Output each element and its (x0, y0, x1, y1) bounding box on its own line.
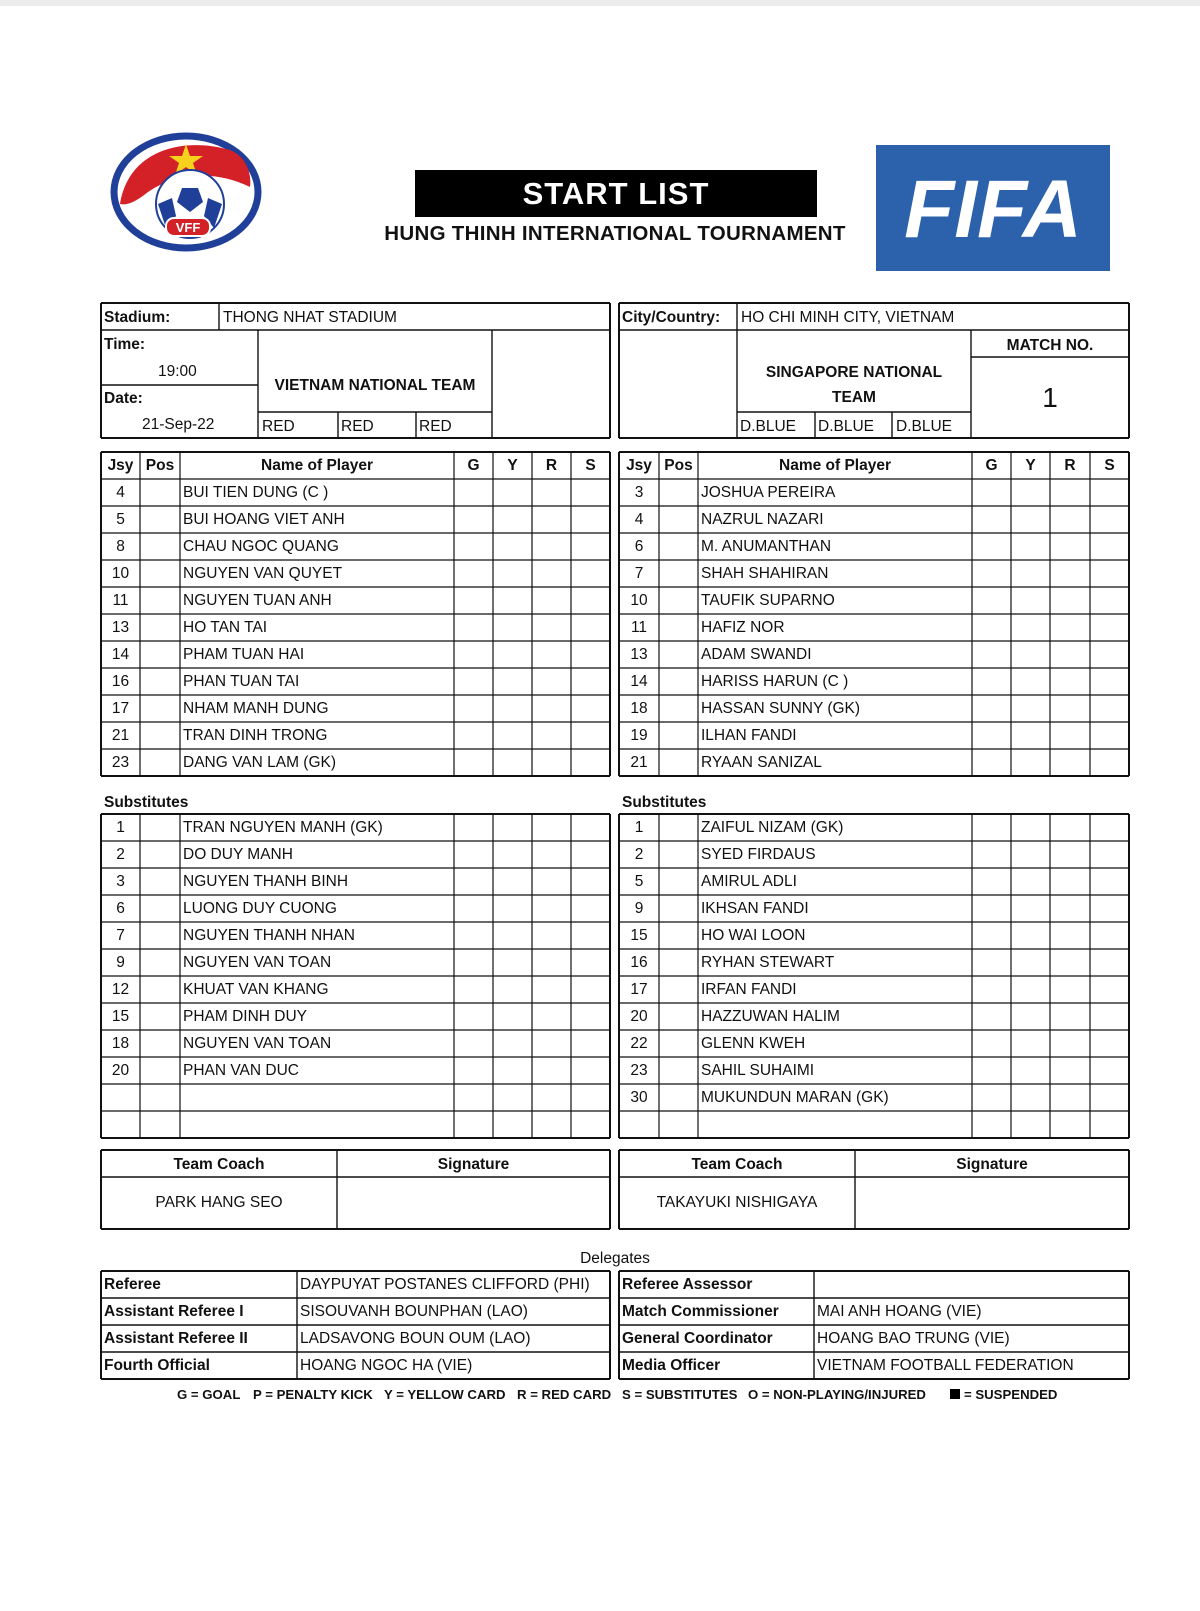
fifa-logo-text: FIFA (904, 164, 1082, 255)
home-player-name: NGUYEN TUAN ANH (183, 592, 332, 609)
away-team-name-line1: SINGAPORE NATIONAL (765, 364, 943, 381)
away-kit-shirt: D.BLUE (740, 418, 796, 435)
away-coach-label: Team Coach (691, 1156, 783, 1173)
away-player-name: SHAH SHAHIRAN (701, 565, 829, 582)
away-substitute-name: RYHAN STEWART (701, 954, 835, 971)
home-substitute-jersey: 9 (116, 954, 125, 971)
away-substitute-jersey: 2 (634, 846, 644, 863)
home-substitute-jersey: 7 (116, 927, 125, 944)
away-player-jersey: 6 (634, 538, 644, 555)
away-substitute-jersey: 5 (634, 873, 644, 890)
column-header-y: Y (507, 457, 518, 474)
away-substitute-jersey: 30 (630, 1089, 648, 1106)
home-player-jersey: 8 (116, 538, 125, 555)
away-player-name: JOSHUA PEREIRA (701, 484, 836, 501)
delegate-name: SISOUVANH BOUNPHAN (LAO) (300, 1303, 528, 1320)
column-header-r: R (545, 457, 558, 474)
home-substitutes-label: Substitutes (104, 794, 189, 811)
away-player-jersey: 4 (634, 511, 644, 528)
home-player-name: HO TAN TAI (183, 619, 268, 636)
away-player-jersey: 10 (630, 592, 648, 609)
home-substitute-jersey: 2 (116, 846, 125, 863)
column-header-pos: Pos (664, 457, 693, 474)
home-player-jersey: 13 (111, 619, 130, 636)
home-player-name: CHAU NGOC QUANG (183, 538, 339, 555)
match-no-label: MATCH NO. (1006, 337, 1094, 354)
home-coach-name: PARK HANG SEO (155, 1194, 283, 1211)
away-substitute-jersey: 9 (634, 900, 644, 917)
legend-item: P = PENALTY KICK (253, 1387, 373, 1402)
home-player-jersey: 21 (111, 727, 130, 744)
delegate-name: LADSAVONG BOUN OUM (LAO) (300, 1330, 531, 1347)
delegates-title: Delegates (580, 1250, 650, 1267)
tournament-name: HUNG THINH INTERNATIONAL TOURNAMENT (384, 222, 846, 245)
away-substitute-name: GLENN KWEH (701, 1035, 806, 1052)
date-value: 21-Sep-22 (142, 416, 215, 433)
column-header-s: S (585, 457, 596, 474)
home-player-name: NGUYEN VAN QUYET (183, 565, 343, 582)
home-player-jersey: 10 (111, 565, 130, 582)
away-kit-socks: D.BLUE (896, 418, 952, 435)
delegate-role: Referee Assessor (622, 1276, 753, 1293)
away-substitute-jersey: 22 (630, 1035, 648, 1052)
away-substitute-name: IKHSAN FANDI (701, 900, 809, 917)
home-coach-label: Team Coach (173, 1156, 265, 1173)
delegate-name: HOANG NGOC HA (VIE) (300, 1357, 473, 1374)
away-player-name: ADAM SWANDI (701, 646, 812, 663)
home-substitute-name: NGUYEN VAN TOAN (183, 954, 332, 971)
away-player-jersey: 19 (630, 727, 648, 744)
delegate-name: DAYPUYAT POSTANES CLIFFORD (PHI) (300, 1276, 590, 1293)
away-substitute-name: ZAIFUL NIZAM (GK) (701, 819, 844, 836)
home-player-name: PHAM TUAN HAI (183, 646, 305, 663)
home-player-jersey: 17 (111, 700, 130, 717)
delegate-name: MAI ANH HOANG (VIE) (817, 1303, 982, 1320)
city-label: City/Country: (622, 309, 721, 326)
away-substitute-name: IRFAN FANDI (701, 981, 797, 998)
delegate-role: Assistant Referee II (104, 1330, 248, 1347)
away-substitute-name: HO WAI LOON (701, 927, 806, 944)
away-substitute-jersey: 1 (634, 819, 644, 836)
legend-item: Y = YELLOW CARD (384, 1387, 506, 1402)
legend-item: R = RED CARD (517, 1387, 612, 1402)
home-kit-socks: RED (419, 418, 452, 435)
column-header-y: Y (1025, 457, 1036, 474)
vff-logo-text: VFF (175, 220, 201, 235)
home-player-jersey: 14 (111, 646, 130, 663)
delegate-name: HOANG BAO TRUNG (VIE) (817, 1330, 1010, 1347)
column-header-s: S (1104, 457, 1115, 474)
away-player-name: RYAAN SANIZAL (701, 754, 822, 771)
away-substitute-name: SYED FIRDAUS (701, 846, 816, 863)
home-substitute-jersey: 15 (111, 1008, 130, 1025)
home-substitute-jersey: 18 (111, 1035, 130, 1052)
away-player-name: ILHAN FANDI (701, 727, 797, 744)
home-substitute-jersey: 20 (111, 1062, 130, 1079)
home-substitute-jersey: 1 (116, 819, 125, 836)
home-player-jersey: 23 (111, 754, 130, 771)
away-substitute-name: SAHIL SUHAIMI (701, 1062, 815, 1079)
home-player-jersey: 5 (116, 511, 125, 528)
suspended-square-icon (950, 1389, 960, 1399)
away-player-jersey: 14 (630, 673, 648, 690)
home-player-name: PHAN TUAN TAI (183, 673, 300, 690)
away-substitute-name: HAZZUWAN HALIM (701, 1008, 840, 1025)
home-player-name: BUI HOANG VIET ANH (183, 511, 345, 528)
column-header-pos: Pos (145, 457, 175, 474)
home-player-jersey: 11 (112, 592, 129, 609)
home-substitute-name: NGUYEN THANH NHAN (183, 927, 355, 944)
away-player-name: TAUFIK SUPARNO (701, 592, 835, 609)
time-label: Time: (104, 336, 146, 353)
city-value: HO CHI MINH CITY, VIETNAM (741, 309, 955, 326)
home-substitute-name: DO DUY MANH (183, 846, 293, 863)
delegate-role: Referee (104, 1276, 161, 1293)
time-value: 19:00 (158, 363, 197, 380)
home-kit-shorts: RED (341, 418, 374, 435)
legend-item: O = NON-PLAYING/INJURED (748, 1387, 926, 1402)
away-substitute-jersey: 16 (630, 954, 648, 971)
home-player-name: BUI TIEN DUNG (C ) (183, 484, 329, 501)
page-title: START LIST (415, 170, 817, 217)
home-substitute-jersey: 3 (116, 873, 125, 890)
home-substitute-jersey: 6 (116, 900, 125, 917)
home-substitute-name: PHAN VAN DUC (183, 1062, 299, 1079)
delegate-name: VIETNAM FOOTBALL FEDERATION (817, 1357, 1074, 1374)
home-substitute-name: PHAM DINH DUY (183, 1008, 308, 1025)
match-no-value: 1 (1042, 382, 1058, 413)
away-player-name: NAZRUL NAZARI (701, 511, 824, 528)
column-header-jsy: Jsy (107, 457, 134, 474)
away-signature-label: Signature (956, 1156, 1028, 1173)
column-header-r: R (1064, 457, 1076, 474)
stadium-value: THONG NHAT STADIUM (223, 309, 397, 326)
away-team-name-line2: TEAM (832, 389, 876, 406)
away-player-jersey: 7 (634, 565, 644, 582)
away-player-name: HARISS HARUN (C ) (701, 673, 849, 690)
home-signature-label: Signature (437, 1156, 510, 1173)
home-team-name: VIETNAM NATIONAL TEAM (274, 377, 476, 394)
legend-item: S = SUBSTITUTES (622, 1387, 738, 1402)
home-substitute-name: LUONG DUY CUONG (183, 900, 337, 917)
home-substitute-name: KHUAT VAN KHANG (183, 981, 329, 998)
home-substitute-name: NGUYEN VAN TOAN (183, 1035, 332, 1052)
away-substitute-name: MUKUNDUN MARAN (GK) (701, 1089, 889, 1106)
away-player-jersey: 18 (630, 700, 648, 717)
home-kit-shirt: RED (262, 418, 295, 435)
away-coach-name: TAKAYUKI NISHIGAYA (656, 1194, 818, 1211)
delegate-role: Assistant Referee I (104, 1303, 244, 1320)
column-header-name: Name of Player (779, 457, 891, 474)
home-player-jersey: 4 (116, 484, 125, 501)
away-player-name: HAFIZ NOR (701, 619, 785, 636)
home-substitute-name: NGUYEN THANH BINH (183, 873, 349, 890)
away-player-jersey: 11 (630, 619, 648, 636)
home-player-name: NHAM MANH DUNG (183, 700, 329, 717)
column-header-g: G (467, 457, 480, 474)
column-header-g: G (985, 457, 998, 474)
home-player-jersey: 16 (111, 673, 130, 690)
away-player-name: M. ANUMANTHAN (701, 538, 832, 555)
away-player-jersey: 21 (630, 754, 648, 771)
home-player-name: DANG VAN LAM (GK) (183, 754, 337, 771)
legend-item: = SUSPENDED (964, 1387, 1058, 1402)
away-player-jersey: 13 (630, 646, 648, 663)
delegate-role: Fourth Official (104, 1357, 210, 1374)
delegate-role: General Coordinator (622, 1330, 773, 1347)
away-substitute-jersey: 15 (630, 927, 648, 944)
column-header-name: Name of Player (261, 457, 373, 474)
delegate-role: Match Commissioner (622, 1303, 779, 1320)
away-substitute-jersey: 17 (630, 981, 648, 998)
away-substitute-name: AMIRUL ADLI (701, 873, 797, 890)
stadium-label: Stadium: (104, 309, 171, 326)
home-substitute-name: TRAN NGUYEN MANH (GK) (183, 819, 383, 836)
away-player-jersey: 3 (634, 484, 644, 501)
away-substitute-jersey: 23 (630, 1062, 648, 1079)
away-substitutes-label: Substitutes (622, 794, 707, 811)
legend-item: G = GOAL (177, 1387, 241, 1402)
home-player-name: TRAN DINH TRONG (183, 727, 328, 744)
away-kit-shorts: D.BLUE (818, 418, 874, 435)
away-player-name: HASSAN SUNNY (GK) (701, 700, 861, 717)
date-label: Date: (104, 390, 143, 407)
home-substitute-jersey: 12 (111, 981, 130, 998)
column-header-jsy: Jsy (626, 457, 652, 474)
away-substitute-jersey: 20 (630, 1008, 648, 1025)
delegate-role: Media Officer (622, 1357, 721, 1374)
